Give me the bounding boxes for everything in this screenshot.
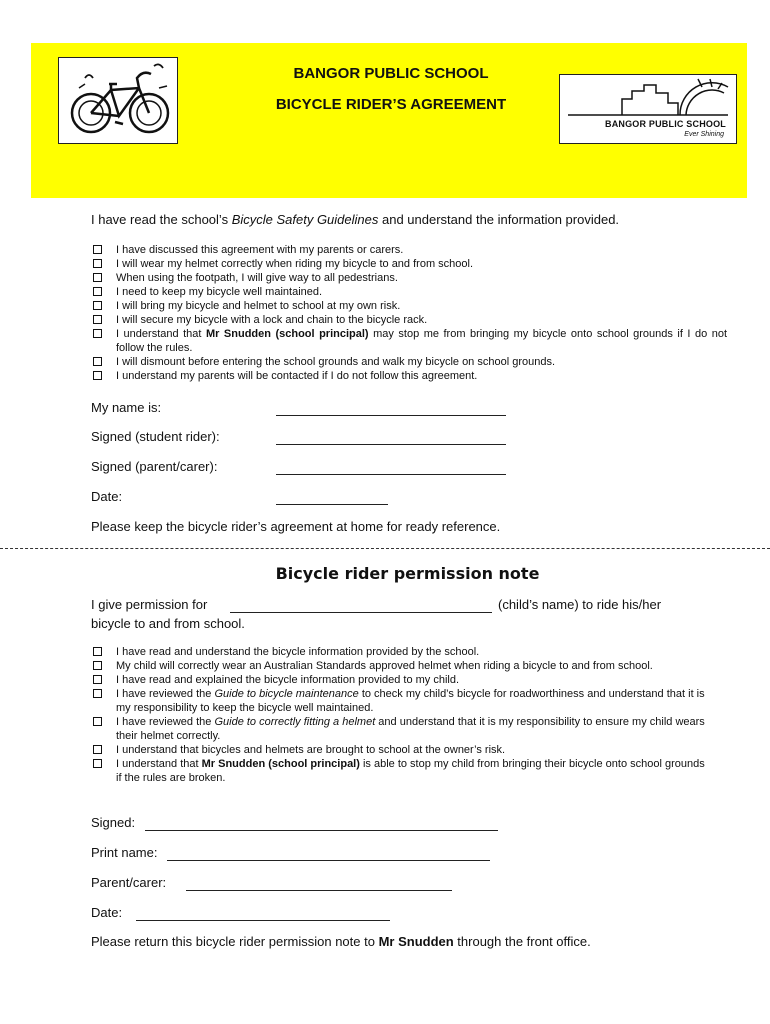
form-title: BICYCLE RIDER’S AGREEMENT xyxy=(275,96,507,113)
list-item: I will dismount before entering the school grounds and walk my bicycle on school grounds. xyxy=(91,355,727,369)
list-item: I understand that Mr Snudden (school principal) may stop me from bringing my bicycle onto school grounds if I do not follow the rules. xyxy=(91,327,727,355)
list-item: When using the footpath, I will give way to all pedestrians. xyxy=(91,271,727,285)
list-item: I understand that Mr Snudden (school principal) is able to stop my child from bringing their bicycle onto school grounds if the rules are broken. xyxy=(91,757,711,785)
list-item: I have read and explained the bicycle information provided to my child. xyxy=(91,673,711,687)
list-item: I have discussed this agreement with my parents or carers. xyxy=(91,243,727,257)
school-name: BANGOR PUBLIC SCHOOL xyxy=(293,65,489,82)
checkbox-icon[interactable] xyxy=(93,745,102,754)
print-name-field[interactable] xyxy=(167,848,490,861)
date-field[interactable] xyxy=(276,492,388,505)
checkbox-icon[interactable] xyxy=(93,717,102,726)
student-signature-field[interactable] xyxy=(276,432,506,445)
sunrise-building-icon xyxy=(560,75,736,119)
permission-checklist xyxy=(91,645,711,785)
child-name-field[interactable] xyxy=(230,600,492,613)
list-item: My child will correctly wear an Australian Standards approved helmet when riding a bicycle to and from school. xyxy=(91,659,711,673)
permission-line2: bicycle to and from school. xyxy=(91,616,245,631)
signed-field[interactable] xyxy=(145,818,498,831)
permission-line1-suffix: (child’s name) to ride his/her xyxy=(498,597,662,612)
checkbox-icon[interactable] xyxy=(93,689,102,698)
bicycle-illustration xyxy=(58,57,178,144)
list-item: I will bring my bicycle and helmet to school at my own risk. xyxy=(91,299,727,313)
checkbox-icon[interactable] xyxy=(93,759,102,768)
signed-label: Signed: xyxy=(91,815,136,830)
parent-carer-label: Parent/carer: xyxy=(91,875,167,890)
name-field[interactable] xyxy=(276,403,506,416)
checkbox-icon[interactable] xyxy=(93,647,102,656)
checkbox-icon[interactable] xyxy=(93,245,102,254)
checkbox-icon[interactable] xyxy=(93,259,102,268)
agreement-checklist xyxy=(91,243,727,383)
student-signature-label: Signed (student rider): xyxy=(91,429,220,444)
logo-text: BANGOR PUBLIC SCHOOL xyxy=(605,119,726,129)
permission-footer: Please return this bicycle rider permission note to Mr Snudden through the front office. xyxy=(91,934,591,949)
list-item: I have reviewed the Guide to bicycle maintenance to check my child’s bicycle for roadworthiness and understand that it is my responsibility to keep the bicycle well maintained. xyxy=(91,687,711,715)
permission-date-field[interactable] xyxy=(136,908,390,921)
list-item: I understand that bicycles and helmets are brought to school at the owner’s risk. xyxy=(91,743,711,757)
checkbox-icon[interactable] xyxy=(93,301,102,310)
checkbox-icon[interactable] xyxy=(93,273,102,282)
agreement-footer: Please keep the bicycle rider’s agreement at home for ready reference. xyxy=(91,519,501,534)
print-name-label: Print name: xyxy=(91,845,158,860)
list-item: I understand my parents will be contacted if I do not follow this agreement. xyxy=(91,369,727,383)
checkbox-icon[interactable] xyxy=(93,287,102,296)
date-label: Date: xyxy=(91,489,123,504)
list-item: I have reviewed the Guide to correctly fitting a helmet and understand that it is my responsibility to ensure my child wears their helmet correctly. xyxy=(91,715,711,743)
permission-title: Bicycle rider permission note xyxy=(275,564,540,583)
list-item: I will wear my helmet correctly when riding my bicycle to and from school. xyxy=(91,257,727,271)
cut-line-divider xyxy=(0,548,770,549)
parent-signature-label: Signed (parent/carer): xyxy=(91,459,218,474)
permission-line1-label: I give permission for xyxy=(91,597,208,612)
permission-date-label: Date: xyxy=(91,905,123,920)
school-logo xyxy=(559,74,737,144)
parent-carer-field[interactable] xyxy=(186,878,452,891)
list-item: I need to keep my bicycle well maintained. xyxy=(91,285,727,299)
bicycle-icon xyxy=(59,58,177,143)
list-item: I will secure my bicycle with a lock and chain to the bicycle rack. xyxy=(91,313,727,327)
name-label: My name is: xyxy=(91,400,162,415)
checkbox-icon[interactable] xyxy=(93,315,102,324)
checkbox-icon[interactable] xyxy=(93,661,102,670)
checkbox-icon[interactable] xyxy=(93,675,102,684)
header-banner xyxy=(31,43,747,198)
checkbox-icon[interactable] xyxy=(93,329,102,338)
agreement-intro: I have read the school’s Bicycle Safety Guidelines and understand the information provided. xyxy=(91,212,620,227)
logo-motto: Ever Shining xyxy=(684,131,724,138)
parent-signature-field[interactable] xyxy=(276,462,506,475)
list-item: I have read and understand the bicycle information provided by the school. xyxy=(91,645,711,659)
checkbox-icon[interactable] xyxy=(93,371,102,380)
checkbox-icon[interactable] xyxy=(93,357,102,366)
